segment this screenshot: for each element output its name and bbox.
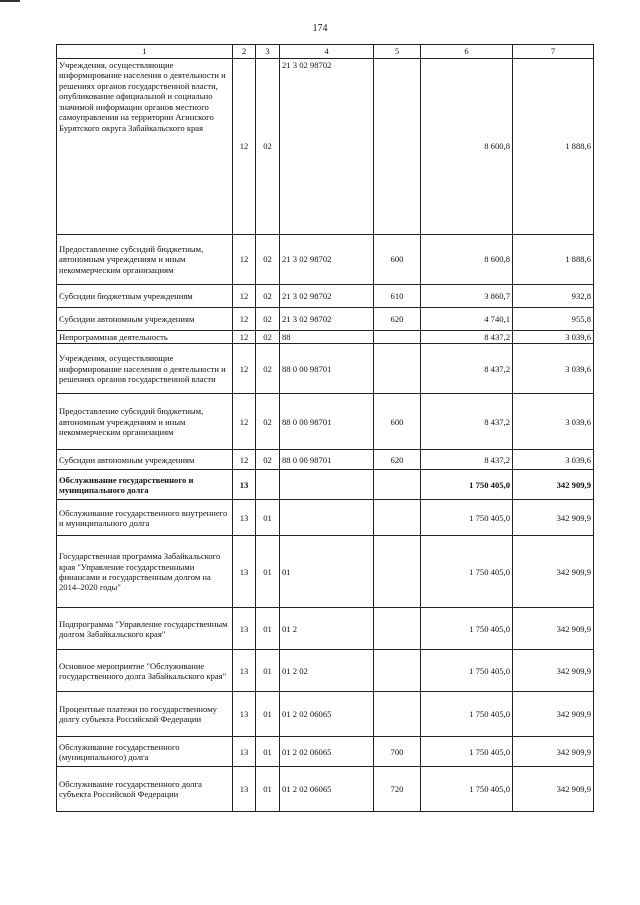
page-number: 174 xyxy=(312,23,328,34)
expense-type-cell xyxy=(374,59,421,235)
row-name-cell: Обслуживание государственного и муниципального долга xyxy=(57,470,233,500)
amount-cell: 3 039,6 xyxy=(513,344,594,394)
row-name-cell: Учреждения, осуществляющие информирование населения о деятельности и решениях органов государственной власти, опубликование официальной и социально значимой информации органов местного самоуправления на территории Агинского Бурятского округа Забайкальского края xyxy=(57,59,233,235)
target-article-cell xyxy=(280,470,374,500)
expense-type-cell xyxy=(374,536,421,608)
table-body xyxy=(57,59,594,812)
target-article-cell: 88 0 00 98701 xyxy=(280,450,374,470)
target-article-cell: 21 3 02 98702 xyxy=(280,235,374,285)
section-cell: 12 xyxy=(233,285,256,308)
section-cell: 12 xyxy=(233,450,256,470)
amount-cell: 1 750 405,0 xyxy=(421,536,513,608)
amount-cell: 342 909,9 xyxy=(513,737,594,767)
section-cell: 12 xyxy=(233,394,256,450)
column-header: 2 xyxy=(233,45,256,59)
amount-cell: 4 740,1 xyxy=(421,308,513,331)
row-name-cell: Обслуживание государственного (муниципального) долга xyxy=(57,737,233,767)
section-cell: 12 xyxy=(233,59,256,235)
subsection-cell: 02 xyxy=(256,235,280,285)
target-article-cell: 01 2 02 06065 xyxy=(280,737,374,767)
subsection-cell: 01 xyxy=(256,767,280,812)
amount-cell: 3 039,6 xyxy=(513,331,594,344)
expense-type-cell xyxy=(374,344,421,394)
expense-type-cell xyxy=(374,692,421,737)
table-row xyxy=(57,470,594,500)
table-row xyxy=(57,692,594,737)
expense-type-cell: 600 xyxy=(374,394,421,450)
amount-cell: 342 909,9 xyxy=(513,767,594,812)
amount-cell: 8 600,8 xyxy=(421,235,513,285)
subsection-cell: 01 xyxy=(256,608,280,650)
table-row xyxy=(57,737,594,767)
amount-cell: 1 750 405,0 xyxy=(421,608,513,650)
amount-cell: 342 909,9 xyxy=(513,536,594,608)
amount-cell: 342 909,9 xyxy=(513,650,594,692)
amount-cell: 8 437,2 xyxy=(421,450,513,470)
subsection-cell: 02 xyxy=(256,450,280,470)
amount-cell: 1 750 405,0 xyxy=(421,767,513,812)
table-row xyxy=(57,650,594,692)
amount-cell: 1 750 405,0 xyxy=(421,737,513,767)
row-name-cell: Обслуживание государственного внутреннего и муниципального долга xyxy=(57,500,233,536)
section-cell: 13 xyxy=(233,608,256,650)
column-header: 5 xyxy=(374,45,421,59)
subsection-cell: 02 xyxy=(256,394,280,450)
row-name-cell: Предоставление субсидий бюджетным, автономным учреждениям и иным некоммерческим организациям xyxy=(57,394,233,450)
row-name-cell: Непрограммная деятельность xyxy=(57,331,233,344)
subsection-cell: 01 xyxy=(256,536,280,608)
table-row xyxy=(57,235,594,285)
amount-cell: 3 039,6 xyxy=(513,450,594,470)
amount-cell: 1 750 405,0 xyxy=(421,692,513,737)
column-header: 4 xyxy=(280,45,374,59)
amount-cell: 3 039,6 xyxy=(513,394,594,450)
expense-type-cell xyxy=(374,608,421,650)
target-article-cell: 01 2 xyxy=(280,608,374,650)
amount-cell: 1 750 405,0 xyxy=(421,650,513,692)
table-row xyxy=(57,394,594,450)
section-cell: 13 xyxy=(233,500,256,536)
expense-type-cell xyxy=(374,500,421,536)
section-cell: 13 xyxy=(233,692,256,737)
amount-cell: 932,8 xyxy=(513,285,594,308)
subsection-cell: 02 xyxy=(256,285,280,308)
subsection-cell xyxy=(256,470,280,500)
amount-cell: 8 437,2 xyxy=(421,394,513,450)
row-name-cell: Государственная программа Забайкальского края "Управление государственными финансами и государственным долгом на 2014–2020 годы" xyxy=(57,536,233,608)
target-article-cell: 88 0 00 98701 xyxy=(280,344,374,394)
section-cell: 13 xyxy=(233,737,256,767)
target-article-cell: 01 2 02 06065 xyxy=(280,767,374,812)
amount-cell: 342 909,9 xyxy=(513,608,594,650)
row-name-cell: Обслуживание государственного долга субъекта Российской Федерации xyxy=(57,767,233,812)
column-header: 6 xyxy=(421,45,513,59)
table-row xyxy=(57,450,594,470)
subsection-cell: 01 xyxy=(256,737,280,767)
row-name-cell: Учреждения, осуществляющие информирование населения о деятельности и решениях органов государственной власти xyxy=(57,344,233,394)
target-article-cell: 21 3 02 98702 xyxy=(280,308,374,331)
target-article-cell: 21 3 02 98702 xyxy=(280,285,374,308)
target-article-cell: 01 2 02 xyxy=(280,650,374,692)
target-article-cell: 88 0 00 98701 xyxy=(280,394,374,450)
expense-type-cell xyxy=(374,470,421,500)
subsection-cell: 02 xyxy=(256,308,280,331)
table-row xyxy=(57,308,594,331)
table-row xyxy=(57,285,594,308)
expense-type-cell: 620 xyxy=(374,308,421,331)
subsection-cell: 01 xyxy=(256,692,280,737)
amount-cell: 1 750 405,0 xyxy=(421,470,513,500)
row-name-cell: Предоставление субсидий бюджетным, автономным учреждениям и иным некоммерческим организациям xyxy=(57,235,233,285)
target-article-cell: 01 2 02 06065 xyxy=(280,692,374,737)
expense-type-cell: 610 xyxy=(374,285,421,308)
amount-cell: 955,8 xyxy=(513,308,594,331)
column-header: 3 xyxy=(256,45,280,59)
amount-cell: 3 860,7 xyxy=(421,285,513,308)
subsection-cell: 02 xyxy=(256,344,280,394)
expense-type-cell: 700 xyxy=(374,737,421,767)
amount-cell: 1 750 405,0 xyxy=(421,500,513,536)
row-name-cell: Субсидии автономным учреждениям xyxy=(57,450,233,470)
expense-type-cell: 600 xyxy=(374,235,421,285)
target-article-cell: 01 xyxy=(280,536,374,608)
section-cell: 12 xyxy=(233,331,256,344)
table-row xyxy=(57,608,594,650)
section-cell: 13 xyxy=(233,650,256,692)
target-article-cell: 88 xyxy=(280,331,374,344)
column-header: 1 xyxy=(57,45,233,59)
section-cell: 12 xyxy=(233,344,256,394)
row-name-cell: Подпрограмма "Управление государственным долгом Забайкальского края" xyxy=(57,608,233,650)
section-cell: 12 xyxy=(233,308,256,331)
amount-cell: 1 888,6 xyxy=(513,235,594,285)
target-article-cell: 21 3 02 98702 xyxy=(280,59,374,235)
section-cell: 13 xyxy=(233,470,256,500)
row-name-cell: Субсидии автономным учреждениям xyxy=(57,308,233,331)
amount-cell: 8 600,8 xyxy=(421,59,513,235)
expense-type-cell xyxy=(374,650,421,692)
budget-table xyxy=(56,44,594,812)
amount-cell: 8 437,2 xyxy=(421,344,513,394)
expense-type-cell xyxy=(374,331,421,344)
amount-cell: 8 437,2 xyxy=(421,331,513,344)
amount-cell: 1 888,6 xyxy=(513,59,594,235)
subsection-cell: 02 xyxy=(256,59,280,235)
section-cell: 13 xyxy=(233,767,256,812)
corner-mark xyxy=(0,0,20,2)
header-row xyxy=(57,45,594,59)
column-header: 7 xyxy=(513,45,594,59)
table-row xyxy=(57,331,594,344)
subsection-cell: 01 xyxy=(256,500,280,536)
table-row xyxy=(57,536,594,608)
amount-cell: 342 909,9 xyxy=(513,470,594,500)
row-name-cell: Процентные платежи по государственному долгу субъекта Российской Федерации xyxy=(57,692,233,737)
subsection-cell: 01 xyxy=(256,650,280,692)
table-row xyxy=(57,767,594,812)
amount-cell: 342 909,9 xyxy=(513,692,594,737)
table-row xyxy=(57,500,594,536)
row-name-cell: Субсидии бюджетным учреждениям xyxy=(57,285,233,308)
table-row xyxy=(57,59,594,235)
row-name-cell: Основное мероприятие "Обслуживание государственного долга Забайкальского края" xyxy=(57,650,233,692)
section-cell: 12 xyxy=(233,235,256,285)
expense-type-cell: 620 xyxy=(374,450,421,470)
section-cell: 13 xyxy=(233,536,256,608)
subsection-cell: 02 xyxy=(256,331,280,344)
amount-cell: 342 909,9 xyxy=(513,500,594,536)
expense-type-cell: 720 xyxy=(374,767,421,812)
target-article-cell xyxy=(280,500,374,536)
table-row xyxy=(57,344,594,394)
